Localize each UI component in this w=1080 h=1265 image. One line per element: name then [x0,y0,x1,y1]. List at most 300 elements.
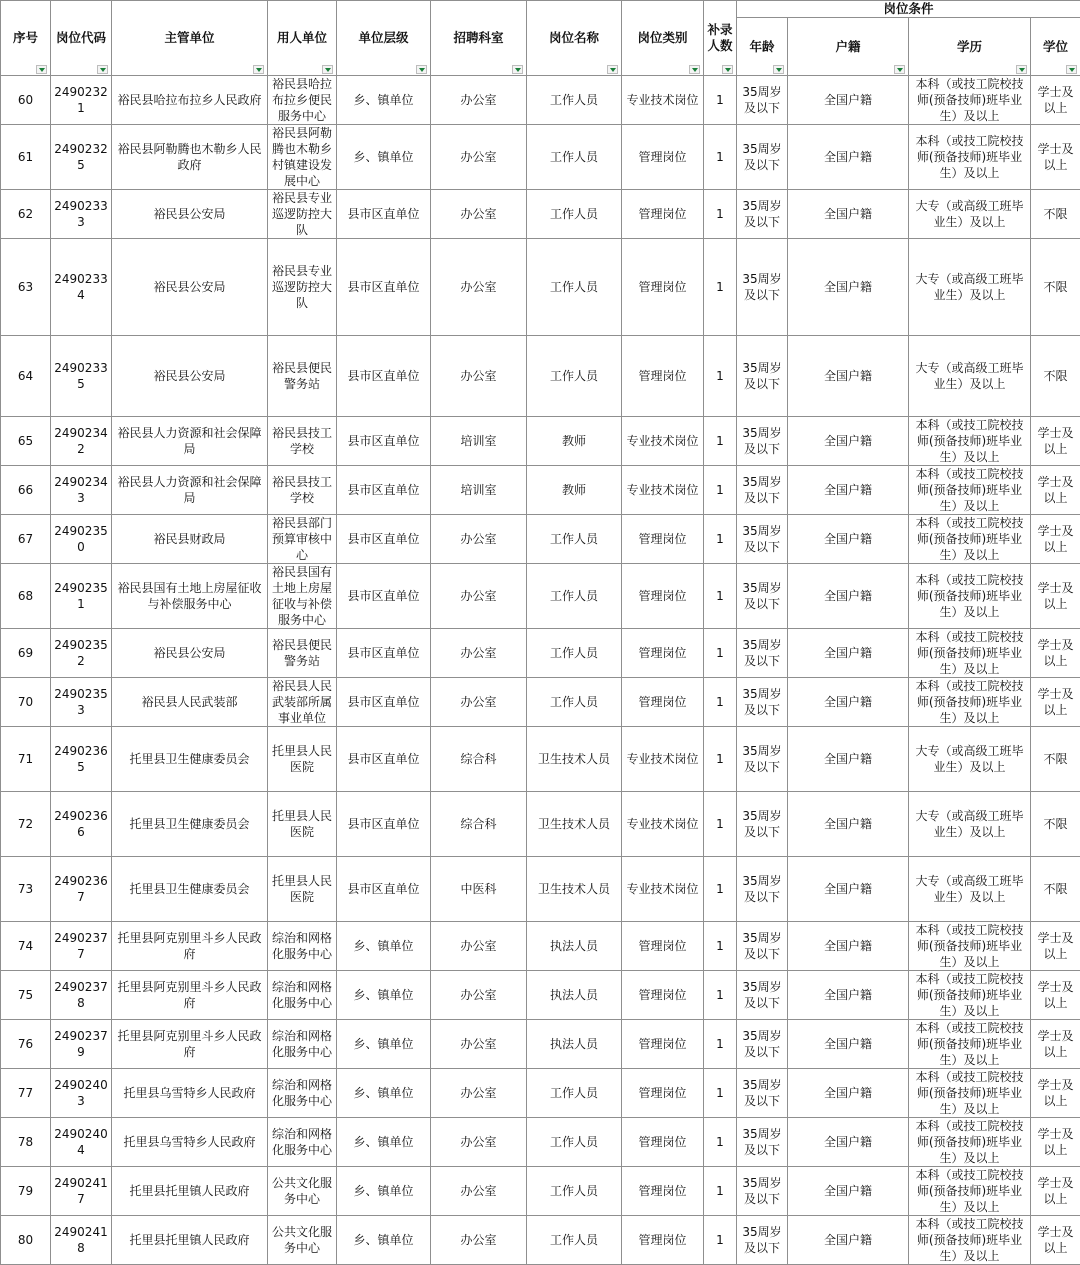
cell-education[interactable]: 本科（或技工院校技师(预备技师)班毕业生）及以上 [909,678,1031,727]
cell-level[interactable]: 县市区直单位 [337,629,431,678]
cell-education[interactable]: 大专（或高级工班毕业生）及以上 [909,336,1031,417]
cell-employer[interactable]: 裕民县技工学校 [268,466,337,515]
cell-age[interactable]: 35周岁及以下 [737,125,788,190]
cell-count[interactable]: 1 [704,678,737,727]
filter-dropdown-icon[interactable] [894,65,905,74]
cell-education[interactable]: 本科（或技工院校技师(预备技师)班毕业生）及以上 [909,922,1031,971]
cell-employer[interactable]: 裕民县便民警务站 [268,336,337,417]
cell-code[interactable]: 24902343 [51,466,112,515]
cell-count[interactable]: 1 [704,922,737,971]
cell-category[interactable]: 管理岗位 [622,190,704,239]
filter-dropdown-icon[interactable] [607,65,618,74]
cell-category[interactable]: 管理岗位 [622,678,704,727]
cell-category[interactable]: 管理岗位 [622,1167,704,1216]
filter-dropdown-icon[interactable] [722,65,733,74]
cell-code[interactable]: 24902335 [51,336,112,417]
cell-hukou[interactable]: 全国户籍 [788,125,909,190]
cell-office[interactable]: 办公室 [431,629,527,678]
cell-office[interactable]: 办公室 [431,239,527,336]
cell-seq[interactable]: 77 [1,1069,51,1118]
cell-employer[interactable]: 公共文化服务中心 [268,1216,337,1265]
cell-category[interactable]: 管理岗位 [622,629,704,678]
cell-code[interactable]: 24902404 [51,1118,112,1167]
cell-dept[interactable]: 托里县卫生健康委员会 [112,792,268,857]
cell-category[interactable]: 管理岗位 [622,564,704,629]
cell-level[interactable]: 乡、镇单位 [337,1216,431,1265]
cell-code[interactable]: 24902321 [51,76,112,125]
cell-office[interactable]: 办公室 [431,1167,527,1216]
cell-degree[interactable]: 不限 [1031,727,1080,792]
cell-seq[interactable]: 64 [1,336,51,417]
cell-post[interactable]: 工作人员 [527,336,622,417]
cell-employer[interactable]: 托里县人民医院 [268,857,337,922]
cell-category[interactable]: 管理岗位 [622,1216,704,1265]
cell-level[interactable]: 乡、镇单位 [337,125,431,190]
cell-count[interactable]: 1 [704,792,737,857]
cell-level[interactable]: 县市区直单位 [337,239,431,336]
cell-count[interactable]: 1 [704,971,737,1020]
cell-degree[interactable]: 学士及以上 [1031,1118,1080,1167]
cell-code[interactable]: 24902417 [51,1167,112,1216]
cell-seq[interactable]: 78 [1,1118,51,1167]
cell-dept[interactable]: 裕民县财政局 [112,515,268,564]
cell-hukou[interactable]: 全国户籍 [788,1069,909,1118]
cell-code[interactable]: 24902403 [51,1069,112,1118]
cell-hukou[interactable]: 全国户籍 [788,336,909,417]
cell-education[interactable]: 本科（或技工院校技师(预备技师)班毕业生）及以上 [909,76,1031,125]
cell-degree[interactable]: 不限 [1031,792,1080,857]
cell-degree[interactable]: 学士及以上 [1031,922,1080,971]
cell-seq[interactable]: 70 [1,678,51,727]
cell-category[interactable]: 专业技术岗位 [622,857,704,922]
cell-post[interactable]: 工作人员 [527,76,622,125]
cell-count[interactable]: 1 [704,629,737,678]
cell-age[interactable]: 35周岁及以下 [737,629,788,678]
cell-post[interactable]: 教师 [527,417,622,466]
cell-employer[interactable]: 裕民县部门预算审核中心 [268,515,337,564]
cell-category[interactable]: 管理岗位 [622,239,704,336]
cell-degree[interactable]: 学士及以上 [1031,1020,1080,1069]
cell-seq[interactable]: 74 [1,922,51,971]
cell-dept[interactable]: 托里县托里镇人民政府 [112,1167,268,1216]
cell-employer[interactable]: 裕民县专业巡逻防控大队 [268,239,337,336]
cell-degree[interactable]: 学士及以上 [1031,971,1080,1020]
cell-count[interactable]: 1 [704,466,737,515]
cell-category[interactable]: 管理岗位 [622,1069,704,1118]
cell-hukou[interactable]: 全国户籍 [788,727,909,792]
cell-seq[interactable]: 61 [1,125,51,190]
cell-seq[interactable]: 69 [1,629,51,678]
cell-seq[interactable]: 79 [1,1167,51,1216]
cell-office[interactable]: 办公室 [431,922,527,971]
cell-dept[interactable]: 裕民县阿勒腾也木勒乡人民政府 [112,125,268,190]
cell-degree[interactable]: 学士及以上 [1031,564,1080,629]
cell-education[interactable]: 大专（或高级工班毕业生）及以上 [909,190,1031,239]
cell-code[interactable]: 24902351 [51,564,112,629]
col-header-degree[interactable]: 学位 [1031,18,1080,76]
cell-level[interactable]: 县市区直单位 [337,727,431,792]
cell-post[interactable]: 工作人员 [527,678,622,727]
cell-dept[interactable]: 托里县卫生健康委员会 [112,727,268,792]
cell-code[interactable]: 24902325 [51,125,112,190]
cell-age[interactable]: 35周岁及以下 [737,792,788,857]
cell-post[interactable]: 工作人员 [527,1069,622,1118]
cell-employer[interactable]: 裕民县技工学校 [268,417,337,466]
cell-count[interactable]: 1 [704,515,737,564]
cell-post[interactable]: 工作人员 [527,515,622,564]
cell-code[interactable]: 24902353 [51,678,112,727]
filter-dropdown-icon[interactable] [1016,65,1027,74]
cell-code[interactable]: 24902334 [51,239,112,336]
cell-employer[interactable]: 综治和网格化服务中心 [268,1118,337,1167]
cell-hukou[interactable]: 全国户籍 [788,1167,909,1216]
cell-count[interactable]: 1 [704,1020,737,1069]
filter-dropdown-icon[interactable] [773,65,784,74]
cell-age[interactable]: 35周岁及以下 [737,922,788,971]
cell-age[interactable]: 35周岁及以下 [737,564,788,629]
cell-hukou[interactable]: 全国户籍 [788,76,909,125]
cell-level[interactable]: 乡、镇单位 [337,76,431,125]
col-header-post[interactable]: 岗位名称 [527,1,622,76]
cell-education[interactable]: 大专（或高级工班毕业生）及以上 [909,727,1031,792]
cell-degree[interactable]: 学士及以上 [1031,629,1080,678]
cell-age[interactable]: 35周岁及以下 [737,678,788,727]
col-header-education[interactable]: 学历 [909,18,1031,76]
cell-age[interactable]: 35周岁及以下 [737,1020,788,1069]
filter-dropdown-icon[interactable] [97,65,108,74]
cell-count[interactable]: 1 [704,1216,737,1265]
cell-degree[interactable]: 不限 [1031,190,1080,239]
cell-dept[interactable]: 裕民县公安局 [112,629,268,678]
cell-office[interactable]: 中医科 [431,857,527,922]
cell-hukou[interactable]: 全国户籍 [788,1020,909,1069]
col-header-employer[interactable]: 用人单位 [268,1,337,76]
filter-dropdown-icon[interactable] [512,65,523,74]
cell-education[interactable]: 本科（或技工院校技师(预备技师)班毕业生）及以上 [909,125,1031,190]
cell-category[interactable]: 管理岗位 [622,336,704,417]
cell-level[interactable]: 乡、镇单位 [337,1069,431,1118]
cell-education[interactable]: 本科（或技工院校技师(预备技师)班毕业生）及以上 [909,1118,1031,1167]
cell-office[interactable]: 办公室 [431,190,527,239]
cell-seq[interactable]: 71 [1,727,51,792]
cell-hukou[interactable]: 全国户籍 [788,190,909,239]
cell-age[interactable]: 35周岁及以下 [737,857,788,922]
cell-hukou[interactable]: 全国户籍 [788,239,909,336]
cell-category[interactable]: 专业技术岗位 [622,417,704,466]
filter-dropdown-icon[interactable] [1066,65,1077,74]
cell-age[interactable]: 35周岁及以下 [737,727,788,792]
cell-age[interactable]: 35周岁及以下 [737,239,788,336]
cell-level[interactable]: 县市区直单位 [337,678,431,727]
cell-degree[interactable]: 不限 [1031,336,1080,417]
cell-education[interactable]: 大专（或高级工班毕业生）及以上 [909,239,1031,336]
cell-code[interactable]: 24902342 [51,417,112,466]
filter-dropdown-icon[interactable] [416,65,427,74]
cell-office[interactable]: 办公室 [431,515,527,564]
cell-hukou[interactable]: 全国户籍 [788,971,909,1020]
cell-category[interactable]: 管理岗位 [622,1020,704,1069]
cell-education[interactable]: 本科（或技工院校技师(预备技师)班毕业生）及以上 [909,1069,1031,1118]
filter-dropdown-icon[interactable] [322,65,333,74]
cell-dept[interactable]: 托里县阿克别里斗乡人民政府 [112,971,268,1020]
cell-office[interactable]: 办公室 [431,1118,527,1167]
cell-hukou[interactable]: 全国户籍 [788,1216,909,1265]
cell-age[interactable]: 35周岁及以下 [737,76,788,125]
filter-dropdown-icon[interactable] [689,65,700,74]
cell-count[interactable]: 1 [704,1069,737,1118]
cell-post[interactable]: 工作人员 [527,190,622,239]
cell-seq[interactable]: 60 [1,76,51,125]
cell-age[interactable]: 35周岁及以下 [737,1216,788,1265]
col-header-office[interactable]: 招聘科室 [431,1,527,76]
cell-post[interactable]: 工作人员 [527,629,622,678]
cell-category[interactable]: 专业技术岗位 [622,466,704,515]
col-header-hukou[interactable]: 户籍 [788,18,909,76]
cell-code[interactable]: 24902365 [51,727,112,792]
cell-hukou[interactable]: 全国户籍 [788,857,909,922]
cell-hukou[interactable]: 全国户籍 [788,466,909,515]
cell-office[interactable]: 办公室 [431,564,527,629]
cell-age[interactable]: 35周岁及以下 [737,190,788,239]
cell-employer[interactable]: 综治和网格化服务中心 [268,971,337,1020]
cell-post[interactable]: 工作人员 [527,125,622,190]
cell-post[interactable]: 执法人员 [527,922,622,971]
col-header-seq[interactable]: 序号 [1,1,51,76]
cell-level[interactable]: 县市区直单位 [337,466,431,515]
cell-post[interactable]: 卫生技术人员 [527,792,622,857]
cell-level[interactable]: 乡、镇单位 [337,971,431,1020]
cell-employer[interactable]: 综治和网格化服务中心 [268,1020,337,1069]
cell-code[interactable]: 24902377 [51,922,112,971]
col-header-age[interactable]: 年龄 [737,18,788,76]
cell-dept[interactable]: 裕民县人民武装部 [112,678,268,727]
cell-degree[interactable]: 学士及以上 [1031,515,1080,564]
cell-employer[interactable]: 裕民县阿勒腾也木勒乡村镇建设发展中心 [268,125,337,190]
cell-seq[interactable]: 62 [1,190,51,239]
cell-age[interactable]: 35周岁及以下 [737,466,788,515]
cell-degree[interactable]: 学士及以上 [1031,125,1080,190]
cell-dept[interactable]: 裕民县人力资源和社会保障局 [112,417,268,466]
cell-code[interactable]: 24902378 [51,971,112,1020]
cell-seq[interactable]: 67 [1,515,51,564]
cell-employer[interactable]: 裕民县人民武装部所属事业单位 [268,678,337,727]
cell-employer[interactable]: 托里县人民医院 [268,727,337,792]
cell-level[interactable]: 乡、镇单位 [337,1118,431,1167]
cell-hukou[interactable]: 全国户籍 [788,564,909,629]
cell-category[interactable]: 专业技术岗位 [622,76,704,125]
cell-hukou[interactable]: 全国户籍 [788,629,909,678]
cell-education[interactable]: 本科（或技工院校技师(预备技师)班毕业生）及以上 [909,1216,1031,1265]
cell-age[interactable]: 35周岁及以下 [737,417,788,466]
cell-count[interactable]: 1 [704,190,737,239]
cell-count[interactable]: 1 [704,1167,737,1216]
cell-category[interactable]: 管理岗位 [622,1118,704,1167]
cell-dept[interactable]: 托里县托里镇人民政府 [112,1216,268,1265]
cell-dept[interactable]: 裕民县公安局 [112,336,268,417]
cell-office[interactable]: 办公室 [431,76,527,125]
cell-office[interactable]: 办公室 [431,1069,527,1118]
cell-post[interactable]: 工作人员 [527,1167,622,1216]
filter-dropdown-icon[interactable] [253,65,264,74]
cell-seq[interactable]: 66 [1,466,51,515]
cell-hukou[interactable]: 全国户籍 [788,1118,909,1167]
cell-office[interactable]: 办公室 [431,678,527,727]
cell-office[interactable]: 培训室 [431,466,527,515]
cell-dept[interactable]: 裕民县国有土地上房屋征收与补偿服务中心 [112,564,268,629]
cell-education[interactable]: 本科（或技工院校技师(预备技师)班毕业生）及以上 [909,564,1031,629]
col-header-count[interactable]: 补录人数 [704,1,737,76]
cell-category[interactable]: 专业技术岗位 [622,727,704,792]
cell-post[interactable]: 教师 [527,466,622,515]
cell-degree[interactable]: 不限 [1031,239,1080,336]
cell-degree[interactable]: 学士及以上 [1031,1216,1080,1265]
cell-dept[interactable]: 托里县阿克别里斗乡人民政府 [112,922,268,971]
cell-level[interactable]: 县市区直单位 [337,792,431,857]
cell-post[interactable]: 执法人员 [527,1020,622,1069]
cell-office[interactable]: 办公室 [431,125,527,190]
cell-office[interactable]: 综合科 [431,792,527,857]
cell-dept[interactable]: 托里县卫生健康委员会 [112,857,268,922]
cell-degree[interactable]: 学士及以上 [1031,1069,1080,1118]
cell-hukou[interactable]: 全国户籍 [788,678,909,727]
cell-education[interactable]: 本科（或技工院校技师(预备技师)班毕业生）及以上 [909,515,1031,564]
cell-age[interactable]: 35周岁及以下 [737,515,788,564]
cell-seq[interactable]: 65 [1,417,51,466]
cell-age[interactable]: 35周岁及以下 [737,1069,788,1118]
cell-hukou[interactable]: 全国户籍 [788,792,909,857]
cell-level[interactable]: 县市区直单位 [337,336,431,417]
cell-education[interactable]: 大专（或高级工班毕业生）及以上 [909,857,1031,922]
cell-code[interactable]: 24902379 [51,1020,112,1069]
cell-dept[interactable]: 裕民县公安局 [112,190,268,239]
cell-level[interactable]: 县市区直单位 [337,564,431,629]
cell-category[interactable]: 专业技术岗位 [622,792,704,857]
cell-employer[interactable]: 公共文化服务中心 [268,1167,337,1216]
cell-age[interactable]: 35周岁及以下 [737,1118,788,1167]
cell-dept[interactable]: 托里县阿克别里斗乡人民政府 [112,1020,268,1069]
cell-office[interactable]: 办公室 [431,1020,527,1069]
cell-employer[interactable]: 综治和网格化服务中心 [268,1069,337,1118]
cell-code[interactable]: 24902366 [51,792,112,857]
cell-age[interactable]: 35周岁及以下 [737,971,788,1020]
cell-hukou[interactable]: 全国户籍 [788,515,909,564]
cell-hukou[interactable]: 全国户籍 [788,417,909,466]
cell-post[interactable]: 工作人员 [527,1118,622,1167]
cell-level[interactable]: 县市区直单位 [337,515,431,564]
cell-seq[interactable]: 80 [1,1216,51,1265]
cell-level[interactable]: 县市区直单位 [337,857,431,922]
cell-office[interactable]: 培训室 [431,417,527,466]
cell-code[interactable]: 24902367 [51,857,112,922]
cell-education[interactable]: 大专（或高级工班毕业生）及以上 [909,792,1031,857]
cell-education[interactable]: 本科（或技工院校技师(预备技师)班毕业生）及以上 [909,629,1031,678]
cell-post[interactable]: 卫生技术人员 [527,727,622,792]
cell-post[interactable]: 执法人员 [527,971,622,1020]
cell-code[interactable]: 24902418 [51,1216,112,1265]
cell-level[interactable]: 乡、镇单位 [337,922,431,971]
cell-post[interactable]: 工作人员 [527,564,622,629]
cell-post[interactable]: 工作人员 [527,1216,622,1265]
cell-seq[interactable]: 75 [1,971,51,1020]
cell-post[interactable]: 工作人员 [527,239,622,336]
cell-count[interactable]: 1 [704,1118,737,1167]
cell-education[interactable]: 本科（或技工院校技师(预备技师)班毕业生）及以上 [909,1167,1031,1216]
cell-dept[interactable]: 裕民县公安局 [112,239,268,336]
cell-seq[interactable]: 76 [1,1020,51,1069]
cell-seq[interactable]: 72 [1,792,51,857]
col-header-dept[interactable]: 主管单位 [112,1,268,76]
cell-dept[interactable]: 托里县乌雪特乡人民政府 [112,1118,268,1167]
col-header-level[interactable]: 单位层级 [337,1,431,76]
cell-seq[interactable]: 63 [1,239,51,336]
cell-category[interactable]: 管理岗位 [622,971,704,1020]
cell-level[interactable]: 县市区直单位 [337,190,431,239]
cell-degree[interactable]: 学士及以上 [1031,466,1080,515]
table-row [1,125,1080,190]
cell-count[interactable]: 1 [704,564,737,629]
cell-employer[interactable]: 裕民县便民警务站 [268,629,337,678]
cell-count[interactable]: 1 [704,239,737,336]
cell-office[interactable]: 办公室 [431,336,527,417]
cell-count[interactable]: 1 [704,125,737,190]
cell-category[interactable]: 管理岗位 [622,515,704,564]
cell-education[interactable]: 本科（或技工院校技师(预备技师)班毕业生）及以上 [909,1020,1031,1069]
cell-employer[interactable]: 裕民县哈拉布拉乡便民服务中心 [268,76,337,125]
cell-age[interactable]: 35周岁及以下 [737,336,788,417]
cell-category[interactable]: 管理岗位 [622,125,704,190]
cell-category[interactable]: 管理岗位 [622,922,704,971]
cell-degree[interactable]: 学士及以上 [1031,76,1080,125]
cell-employer[interactable]: 裕民县国有土地上房屋征收与补偿服务中心 [268,564,337,629]
cell-level[interactable]: 乡、镇单位 [337,1167,431,1216]
cell-post[interactable]: 卫生技术人员 [527,857,622,922]
cell-count[interactable]: 1 [704,727,737,792]
cell-age[interactable]: 35周岁及以下 [737,1167,788,1216]
cell-degree[interactable]: 学士及以上 [1031,1167,1080,1216]
cell-level[interactable]: 乡、镇单位 [337,1020,431,1069]
cell-dept[interactable]: 裕民县哈拉布拉乡人民政府 [112,76,268,125]
cell-employer[interactable]: 综治和网格化服务中心 [268,922,337,971]
cell-education[interactable]: 本科（或技工院校技师(预备技师)班毕业生）及以上 [909,417,1031,466]
cell-hukou[interactable]: 全国户籍 [788,922,909,971]
cell-level[interactable]: 县市区直单位 [337,417,431,466]
cell-count[interactable]: 1 [704,857,737,922]
cell-count[interactable]: 1 [704,336,737,417]
cell-office[interactable]: 办公室 [431,971,527,1020]
cell-seq[interactable]: 73 [1,857,51,922]
col-header-category[interactable]: 岗位类别 [622,1,704,76]
cell-count[interactable]: 1 [704,76,737,125]
col-header-code[interactable]: 岗位代码 [51,1,112,76]
cell-degree[interactable]: 学士及以上 [1031,678,1080,727]
cell-education[interactable]: 本科（或技工院校技师(预备技师)班毕业生）及以上 [909,971,1031,1020]
cell-count[interactable]: 1 [704,417,737,466]
cell-dept[interactable]: 裕民县人力资源和社会保障局 [112,466,268,515]
cell-code[interactable]: 24902333 [51,190,112,239]
cell-dept[interactable]: 托里县乌雪特乡人民政府 [112,1069,268,1118]
cell-seq[interactable]: 68 [1,564,51,629]
cell-employer[interactable]: 托里县人民医院 [268,792,337,857]
cell-code[interactable]: 24902350 [51,515,112,564]
cell-degree[interactable]: 不限 [1031,857,1080,922]
cell-employer[interactable]: 裕民县专业巡逻防控大队 [268,190,337,239]
filter-dropdown-icon[interactable] [36,65,47,74]
cell-education[interactable]: 本科（或技工院校技师(预备技师)班毕业生）及以上 [909,466,1031,515]
cell-office[interactable]: 综合科 [431,727,527,792]
cell-office[interactable]: 办公室 [431,1216,527,1265]
cell-degree[interactable]: 学士及以上 [1031,417,1080,466]
cell-code[interactable]: 24902352 [51,629,112,678]
